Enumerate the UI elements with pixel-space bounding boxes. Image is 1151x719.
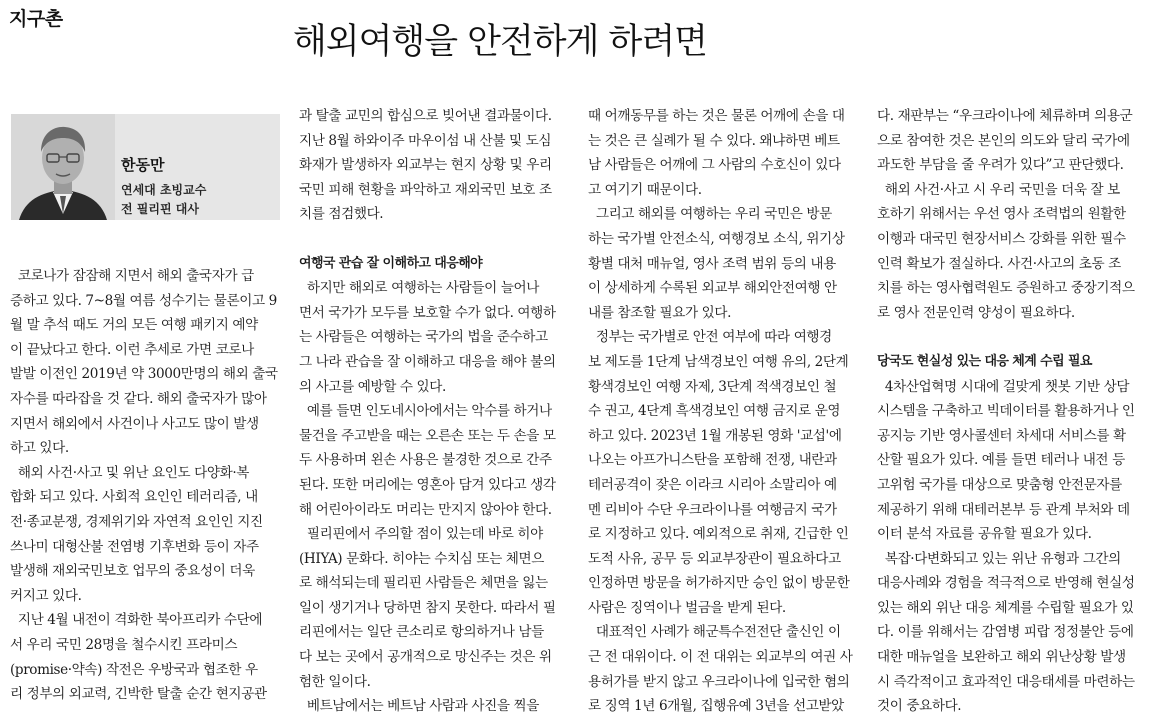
body-line: 대응사례와 경험을 적극적으로 반영해 현실성	[877, 575, 1135, 592]
body-line: 대표적인 사례가 해군특수전전단 출신인 이	[588, 624, 841, 641]
body-line: 호하기 위해서는 우선 영사 조력법의 원활한	[877, 206, 1126, 223]
body-line: 면서 국가가 모두를 보호할 수가 없다. 여행하	[299, 304, 556, 321]
article-column-2	[299, 104, 571, 719]
body-line: 리핀에서는 일단 큰소리로 항의하거나 남들	[299, 624, 544, 641]
body-line: (promise·약속) 작전은 우방국과 협조한 우	[10, 661, 258, 678]
paragraph-gap	[877, 325, 1149, 350]
body-line: 두 사용하며 왼손 사용은 불경한 것으로 간주	[299, 452, 552, 469]
body-line: 나오는 아프가니스탄을 포함해 전쟁, 내란과	[588, 452, 837, 469]
body-line: 고위험 국가를 대상으로 맞춤형 안전문자를	[877, 476, 1122, 493]
body-line: 시스템을 구축하고 빅데이터를 활용하거나 인	[877, 403, 1135, 420]
body-line: 자수를 따라잡을 것 같다. 해외 출국자가 많아	[10, 390, 267, 407]
body-line: 다. 이를 위해서는 감염병 피랍 정정불안 등에	[877, 624, 1134, 641]
article-column-4	[877, 104, 1149, 719]
body-line: (HIYA) 문화다. 히야는 수치심 또는 체면으	[299, 550, 544, 567]
author-name: 한동만	[121, 156, 165, 174]
body-line: 내를 참조할 필요가 있다.	[588, 304, 731, 321]
article-column-3	[588, 104, 860, 719]
body-line: 는 사람들은 여행하는 국가의 법을 준수하고	[299, 329, 548, 346]
body-line: 수 권고, 4단계 흑색경보인 여행 금지로 운영	[588, 403, 841, 420]
body-line: 하는 국가별 안전소식, 여행경보 소식, 위기상	[588, 230, 845, 247]
body-line: 그리고 해외를 여행하는 우리 국민은 방문	[588, 206, 832, 223]
body-line: 증하고 있다. 7~8월 여름 성수기는 물론이고 9	[10, 292, 277, 309]
headline: 해외여행을 안전하게 하려면	[293, 22, 707, 62]
body-line: 황별 대처 매뉴얼, 영사 조력 범위 등의 내용	[588, 255, 836, 272]
body-line: 필리핀에서 주의할 점이 있는데 바로 히야	[299, 526, 543, 543]
body-line: 합화 되고 있다. 사회적 요인인 테러리즘, 내	[10, 489, 258, 506]
body-line: 보 제도를 1단계 남색경보인 여행 유의, 2단계	[588, 353, 849, 370]
body-line: 멘 리비아 수단 우크라이나를 여행금지 국가	[588, 501, 837, 518]
body-line: 테러공격이 잦은 이라크 시리아 소말리아 예	[588, 476, 837, 493]
body-line: 다. 재판부는 “우크라이나에 체류하며 의용군	[877, 108, 1133, 124]
body-line: 화재가 발생하자 외교부는 현지 상황 및 우리	[299, 157, 552, 174]
body-line: 로 징역 1년 6개월, 집행유예 3년을 선고받았	[588, 698, 844, 715]
author-info	[121, 154, 206, 219]
author-title-1: 연세대 초빙교수	[121, 183, 207, 197]
body-line: 인정하면 방문을 허가하지만 승인 없이 방문한	[588, 575, 850, 592]
body-line: 지난 4월 내전이 격화한 북아프리카 수단에	[10, 612, 263, 629]
body-line: 그 나라 관습을 잘 이해하고 대응을 해야 불의	[299, 353, 556, 370]
body-line: 코로나가 잠잠해 지면서 해외 출국자가 급	[10, 268, 254, 284]
body-line: 이행과 대국민 현장서비스 강화를 위한 필수	[877, 230, 1126, 247]
body-line: 서 우리 국민 28명을 철수시킨 프라미스	[10, 636, 238, 653]
body-line: 험한 일이다.	[299, 673, 371, 690]
body-line: 는 것은 큰 실례가 될 수 있다. 왜냐하면 베트	[588, 132, 840, 149]
body-line: 일이 생기거나 당하면 참지 못한다. 따라서 필	[299, 599, 556, 616]
body-line: 으로 참여한 것은 본인의 의도와 달리 국가에	[877, 132, 1130, 149]
body-line: 과 탈출 교민의 합심으로 빚어낸 결과물이다.	[299, 108, 552, 124]
body-line: 예를 들면 인도네시아에서는 악수를 하거나	[299, 403, 552, 420]
body-line: 사람은 징역이나 벌금을 받게 된다.	[588, 599, 786, 616]
body-line: 지난 8월 하와이주 마우이섬 내 산불 및 도심	[299, 132, 552, 149]
body-line: 치를 하는 영사협력원도 증원하고 중장기적으	[877, 280, 1135, 297]
body-line: 리 정부의 외교력, 긴박한 탈출 순간 현지공관	[10, 686, 267, 703]
body-line: 하고 있다. 2023년 1월 개봉된 영화 '교섭'에	[588, 427, 842, 444]
body-line: 공지능 기반 영사콜센터 차세대 서비스를 확	[877, 427, 1126, 444]
body-line: 발생해 재외국민보호 업무의 중요성이 더욱	[10, 563, 255, 580]
subheading: 당국도 현실성 있는 대응 체계 수립 필요	[877, 353, 1092, 369]
body-line: 용허가를 받지 않고 우크라이나에 입국한 혐의	[588, 673, 850, 690]
body-line: 대한 매뉴얼을 보완하고 해외 위난상황 발생	[877, 649, 1126, 666]
body-line: 도적 사유, 공무 등 외교부장관이 필요하다고	[588, 550, 841, 567]
body-line: 근 전 대위이다. 이 전 대위는 외교부의 여권 사	[588, 649, 853, 666]
body-line: 황색경보인 여행 자제, 3단계 적색경보인 철	[588, 378, 837, 395]
body-line: 지면서 해외에서 사건이나 사고도 많이 발생	[10, 415, 259, 432]
body-line: 로 영사 전문인력 양성이 필요하다.	[877, 304, 1075, 321]
body-line: 베트남에서는 베트남 사람과 사진을 찍을	[299, 698, 539, 715]
body-line: 인력 확보가 절실하다. 사건·사고의 초동 조	[877, 255, 1121, 272]
body-line: 다 보는 곳에서 공개적으로 망신주는 것은 위	[299, 649, 552, 666]
body-line: 치를 점검했다.	[299, 206, 384, 223]
body-line: 정부는 국가별로 안전 여부에 따라 여행경	[588, 329, 832, 346]
body-line: 국민 피해 현황을 파악하고 재외국민 보호 조	[299, 181, 552, 198]
body-line: 해외 사건·사고 및 위난 요인도 다양화·복	[10, 464, 249, 481]
body-line: 이 끝났다고 한다. 이런 추세로 가면 코로나	[10, 341, 254, 358]
body-line: 해외 사건·사고 시 우리 국민을 더욱 잘 보	[877, 181, 1120, 198]
body-line: 하지만 해외로 여행하는 사람들이 늘어나	[299, 280, 539, 297]
body-line: 이터 분석 자료를 공유할 필요가 있다.	[877, 526, 1092, 543]
body-line: 시 즉각적이고 효과적인 대응태세를 마련하는	[877, 673, 1135, 690]
body-line: 물건을 주고받을 때는 오른손 또는 두 손을 모	[299, 427, 556, 444]
article-column-1	[10, 264, 282, 707]
body-line: 된다. 또한 머리에는 영혼아 담겨 있다고 생각	[299, 476, 556, 493]
body-line: 로 지정하고 있다. 예외적으로 취재, 긴급한 인	[588, 526, 849, 543]
body-line: 하고 있다.	[10, 440, 69, 457]
body-line: 발발 이전인 2019년 약 3000만명의 해외 출국	[10, 366, 278, 383]
author-photo	[11, 114, 115, 220]
body-line: 산할 필요가 있다. 예를 들면 테러나 내전 등	[877, 452, 1125, 469]
paragraph-gap	[299, 227, 571, 252]
author-box	[11, 114, 280, 220]
body-line: 제공하기 위해 대테러본부 등 관계 부처와 데	[877, 501, 1130, 518]
body-line: 해 어린아이라도 머리는 만지지 않아야 한다.	[299, 501, 552, 518]
body-line: 커지고 있다.	[10, 587, 82, 604]
body-line: 이 상세하게 수록된 외교부 해외안전여행 안	[588, 280, 837, 297]
body-line: 고 여기기 때문이다.	[588, 181, 702, 198]
body-line: 전·종교분쟁, 경제위기와 자연적 요인인 지진	[10, 513, 263, 530]
subheading: 여행국 관습 잘 이해하고 대응해야	[299, 255, 483, 271]
body-line: 4차산업혁명 시대에 걸맞게 챗봇 기반 상담	[877, 378, 1130, 395]
body-line: 쓰나미 대형산불 전염병 기후변화 등이 자주	[10, 538, 259, 555]
body-line: 의 사고를 예방할 수 있다.	[299, 378, 446, 395]
author-title-2: 전 필리핀 대사	[121, 202, 199, 216]
body-line: 월 말 추석 때도 거의 모든 여행 패키지 예약	[10, 317, 258, 334]
body-line: 것이 중요하다.	[877, 698, 962, 715]
body-line: 때 어깨동무를 하는 것은 물론 어깨에 손을 대	[588, 108, 845, 124]
section-tag: 지구촌	[9, 8, 63, 30]
body-line: 복잡·다변화되고 있는 위난 유형과 그간의	[877, 550, 1121, 567]
body-line: 과도한 부담을 줄 우려가 있다”고 판단했다.	[877, 157, 1124, 174]
body-line: 남 사람들은 어깨에 그 사람의 수호신이 있다	[588, 157, 841, 174]
body-line: 있는 해외 위난 대응 체계를 수립할 필요가 있	[877, 599, 1134, 616]
body-line: 로 해석되는데 필리핀 사람들은 체면을 잃는	[299, 575, 548, 592]
